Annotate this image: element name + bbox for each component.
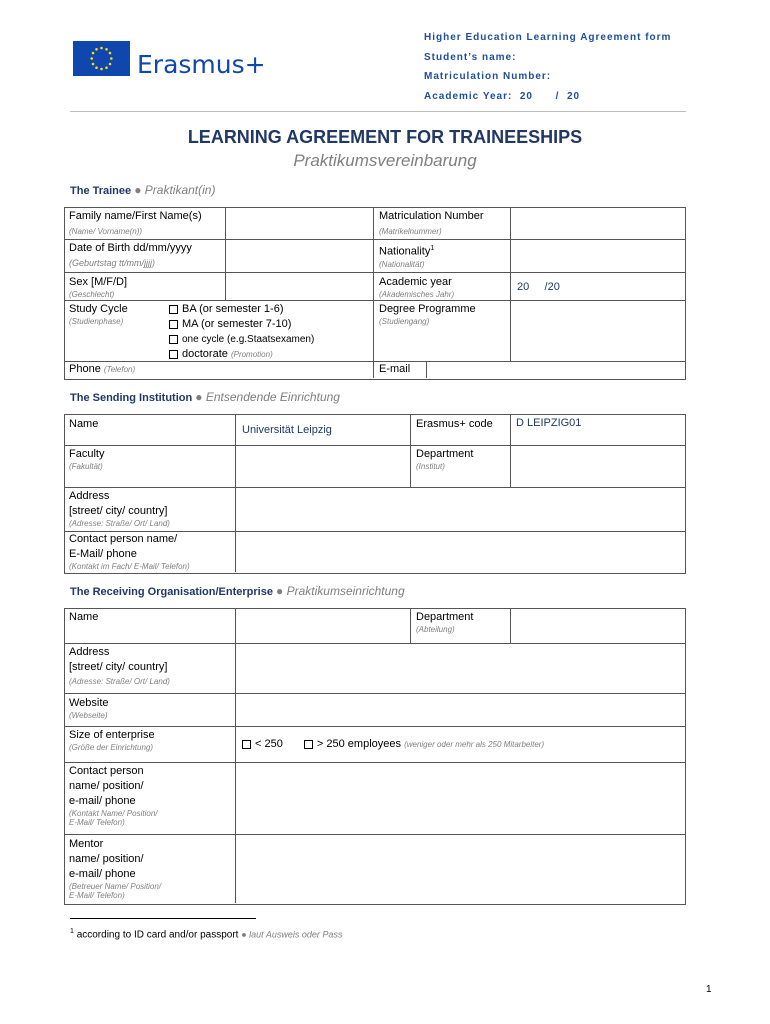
- family-name-label: Family name/First Name(s): [69, 210, 202, 222]
- size-de: (Größe der Einrichtung): [69, 743, 154, 752]
- email-input[interactable]: [431, 363, 681, 376]
- cycle-option-ba[interactable]: [169, 302, 314, 317]
- footnote-divider: [70, 918, 256, 919]
- col-divider: [510, 608, 511, 643]
- receiving-address-cell: [69, 645, 170, 686]
- mentor-input[interactable]: [240, 838, 680, 899]
- website-de: (Webseite): [69, 711, 108, 720]
- mentor-de-2: E-Mail/ Telefon): [69, 891, 125, 900]
- nationality-de: (Nationalität): [379, 259, 425, 269]
- trainee-heading-de: ● Praktikant(in): [134, 183, 216, 197]
- website-input[interactable]: [240, 697, 680, 722]
- footnote-de: ● laut Ausweis oder Pass: [241, 929, 343, 940]
- header-info: [424, 28, 671, 106]
- form-title: Higher Education Learning Agreement form: [424, 32, 672, 43]
- sending-department-de: (Institut): [416, 462, 445, 471]
- sex-input[interactable]: [232, 276, 368, 296]
- checkbox[interactable]: [169, 335, 178, 344]
- cycle-option-ma[interactable]: [169, 317, 314, 332]
- row-divider: [64, 361, 686, 362]
- page-title: LEARNING AGREEMENT FOR TRAINEESHIPS: [187, 127, 583, 147]
- page-number: 1: [706, 984, 712, 995]
- sending-name-label: Name: [69, 418, 99, 430]
- size-option-de: (weniger oder mehr als 250 Mitarbeiter): [404, 740, 545, 749]
- receiving-address-input[interactable]: [240, 647, 680, 689]
- size-option-under-250[interactable]: [242, 738, 283, 750]
- sex-de: (Geschlecht): [69, 290, 115, 299]
- sending-name-value[interactable]: Universität Leipzig: [242, 424, 332, 436]
- sending-department-cell: [416, 447, 473, 471]
- degree-programme-de: (Studiengang): [379, 317, 430, 326]
- receiving-department-cell: [416, 610, 473, 634]
- col-divider: [410, 414, 411, 487]
- checkbox[interactable]: [169, 320, 178, 329]
- mentor-label: Mentor: [69, 838, 104, 850]
- receiving-contact-input[interactable]: [240, 766, 680, 830]
- address-de: (Adresse: Straße/ Ort/ Land): [69, 677, 170, 686]
- header-divider: [70, 111, 686, 112]
- website-cell: [69, 696, 109, 720]
- eu-flag-logo: [73, 41, 130, 76]
- size-option-label: > 250 employees: [316, 738, 401, 750]
- address-label-2: [street/ city/ country]: [69, 505, 168, 517]
- matr-number-cell: [379, 209, 484, 236]
- col-divider: [410, 608, 411, 643]
- contact-label-2: E-Mail/ phone: [69, 548, 137, 560]
- nationality-footnote-ref: 1: [430, 245, 435, 252]
- row-divider: [64, 239, 686, 240]
- dob-de: (Geburtstag tt/mm/jjjj): [69, 258, 156, 268]
- matr-number-de: (Matrikelnummer): [379, 227, 442, 236]
- receiving-heading-de: ● Praktikumseinrichtung: [276, 584, 405, 598]
- academic-year-label: Academic year: [379, 276, 452, 288]
- contact-label-2: name/ position/: [69, 780, 144, 792]
- sending-address-input[interactable]: [240, 491, 680, 527]
- row-divider: [64, 693, 686, 694]
- dob-cell: [69, 241, 192, 268]
- faculty-input[interactable]: [240, 449, 405, 483]
- phone-cell: [69, 362, 135, 377]
- size-cell: [69, 728, 155, 752]
- row-divider: [64, 300, 686, 301]
- col-divider: [373, 207, 374, 378]
- academic-year-value[interactable]: 20 /20: [517, 281, 560, 293]
- col-divider: [426, 361, 427, 378]
- row-divider: [64, 834, 686, 835]
- checkbox[interactable]: [169, 305, 178, 314]
- dob-input[interactable]: [232, 244, 368, 268]
- cycle-option-label: BA (or semester 1-6): [182, 303, 284, 315]
- mentor-cell: [69, 837, 161, 900]
- erasmus-code-label: Erasmus+ code: [416, 418, 493, 430]
- checkbox[interactable]: [304, 740, 313, 749]
- receiving-section-title: [70, 584, 405, 598]
- receiving-heading: The Receiving Organisation/Enterprise: [70, 586, 273, 598]
- academic-year-label: Academic Year: 20 / 20: [424, 90, 581, 102]
- row-divider: [64, 643, 686, 644]
- address-label: Address: [69, 646, 110, 658]
- family-name-cell: [69, 209, 202, 236]
- email-label: E-mail: [379, 363, 411, 375]
- checkbox[interactable]: [242, 740, 251, 749]
- checkbox[interactable]: [169, 350, 178, 359]
- study-cycle-options: [169, 302, 314, 362]
- contact-de: (Kontakt im Fach/ E-Mail/ Telefon): [69, 562, 190, 571]
- study-cycle-label: Study Cycle: [69, 303, 128, 315]
- sending-contact-cell: [69, 532, 190, 571]
- address-label: Address: [69, 490, 110, 502]
- student-name-label: Student’s name:: [424, 51, 517, 63]
- study-cycle-de: (Studienphase): [69, 317, 124, 326]
- col-divider: [225, 207, 226, 300]
- contact-de-2: E-Mail/ Telefon): [69, 818, 125, 827]
- family-name-de: (Name/ Vorname(n)): [69, 227, 143, 236]
- row-divider: [64, 726, 686, 727]
- receiving-name-label: Name: [69, 611, 99, 623]
- size-option-over-250[interactable]: [304, 738, 401, 750]
- phone-label: Phone: [69, 363, 101, 375]
- faculty-label: Faculty: [69, 448, 105, 460]
- sending-address-cell: [69, 489, 170, 528]
- faculty-de: (Fakultät): [69, 462, 103, 471]
- website-label: Website: [69, 697, 109, 709]
- sending-department-input[interactable]: [515, 449, 680, 483]
- sending-heading-de: ● Entsendende Einrichtung: [195, 390, 340, 404]
- nationality-label: Nationality: [379, 245, 431, 258]
- footnote: [70, 928, 342, 940]
- study-cycle-cell: [69, 302, 128, 326]
- receiving-name-input[interactable]: [240, 612, 405, 639]
- address-label-2: [street/ city/ country]: [69, 661, 168, 673]
- cycle-option-one-cycle[interactable]: [169, 332, 314, 347]
- degree-programme-label: Degree Programme: [379, 303, 476, 315]
- size-options: [242, 737, 544, 752]
- receiving-department-label: Department: [416, 611, 474, 623]
- cycle-option-label: MA (or semester 7-10): [182, 318, 292, 330]
- receiving-contact-cell: [69, 764, 157, 827]
- contact-label: Contact person name/: [69, 533, 178, 545]
- receiving-department-input[interactable]: [515, 612, 680, 639]
- sending-heading: The Sending Institution: [70, 392, 193, 404]
- col-divider: [235, 414, 236, 572]
- dob-label: Date of Birth dd/mm/yyyy: [69, 242, 192, 254]
- academic-year-cell: [379, 275, 454, 299]
- faculty-cell: [69, 447, 104, 471]
- contact-label: Contact person: [69, 765, 144, 777]
- footnote-text: according to ID card and/or passport: [76, 929, 239, 941]
- degree-programme-input[interactable]: [515, 305, 680, 357]
- matr-number-label: Matriculation Number: [379, 210, 484, 222]
- address-de: (Adresse: Straße/ Ort/ Land): [69, 519, 170, 528]
- row-divider: [64, 762, 686, 763]
- mentor-label-3: e-mail/ phone: [69, 868, 136, 880]
- nationality-input[interactable]: [515, 244, 680, 268]
- phone-input[interactable]: [150, 363, 368, 376]
- mentor-de: (Betreuer Name/ Position/: [69, 882, 162, 891]
- mentor-label-2: name/ position/: [69, 853, 144, 865]
- page-subtitle: Praktikumsvereinbarung: [293, 151, 477, 170]
- footnote-number: 1: [70, 928, 74, 935]
- size-label: Size of enterprise: [69, 729, 155, 741]
- row-divider: [64, 487, 686, 488]
- cycle-option-label: doctorate: [182, 348, 228, 360]
- phone-de: (Telefon): [103, 365, 136, 374]
- row-divider: [64, 445, 686, 446]
- receiving-department-de: (Abteilung): [416, 625, 455, 634]
- degree-programme-cell: [379, 302, 476, 326]
- size-option-label: < 250: [255, 738, 283, 750]
- col-divider: [510, 207, 511, 361]
- matr-number-input[interactable]: [515, 212, 680, 234]
- academic-year-de: (Akademisches Jahr): [379, 290, 455, 299]
- row-divider: [64, 272, 686, 273]
- cycle-option-label: one cycle (e.g.Staatsexamen): [182, 334, 315, 345]
- sex-cell: [69, 275, 127, 299]
- sending-contact-input[interactable]: [240, 535, 680, 569]
- erasmus-code-value[interactable]: D LEIPZIG01: [516, 417, 582, 429]
- matriculation-label: Matriculation Number:: [424, 71, 552, 82]
- contact-label-3: e-mail/ phone: [69, 795, 136, 807]
- erasmus-logo-text: Erasmus+: [137, 50, 266, 79]
- sex-label: Sex [M/F/D]: [69, 276, 128, 288]
- cycle-option-doctorate[interactable]: [169, 347, 314, 362]
- sending-department-label: Department: [416, 448, 474, 460]
- family-name-input[interactable]: [232, 212, 368, 234]
- doctorate-de: (Promotion): [230, 350, 273, 359]
- nationality-cell: [379, 241, 434, 269]
- trainee-section-title: [70, 183, 215, 197]
- trainee-heading: The Trainee: [70, 185, 132, 197]
- contact-de: (Kontakt Name/ Position/: [69, 809, 158, 818]
- col-divider: [510, 414, 511, 487]
- sending-section-title: [70, 390, 340, 404]
- col-divider: [235, 608, 236, 903]
